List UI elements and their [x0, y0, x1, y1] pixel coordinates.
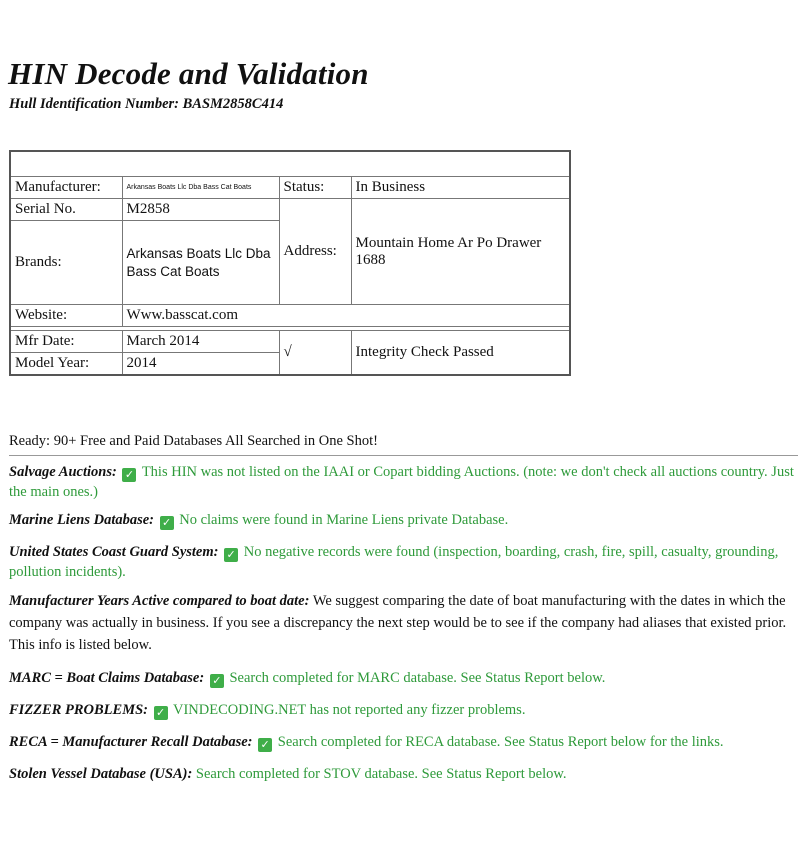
salvage-auctions-item — [9, 462, 798, 502]
liens-label: Marine Liens Database: — [9, 512, 154, 528]
marine-liens-item — [9, 510, 798, 530]
fizzer-item — [9, 700, 798, 720]
integrity-check-mark: √ — [279, 331, 351, 376]
salvage-text: This HIN was not listed on the IAAI or Copart bidding Auctions. (note: we don't check all auctions country. Just the main ones.) — [9, 464, 794, 500]
years-text: We suggest comparing the date of boat manufacturing with the dates in which the company was actually in business. If you see a discrepancy the next step would be to see if the company had aliases that existed prior. This info is listed below. — [9, 593, 787, 653]
years-label: Manufacturer Years Active compared to boat date: — [9, 593, 310, 609]
manufacturer-label: Manufacturer: — [10, 177, 122, 199]
table-row — [10, 331, 570, 353]
check-icon: ✓ — [210, 674, 224, 688]
address-label: Address: — [279, 199, 351, 305]
serial-label: Serial No. — [10, 199, 122, 221]
manufacturer-value: Arkansas Boats Llc Dba Bass Cat Boats — [122, 177, 279, 199]
check-icon: ✓ — [160, 516, 174, 530]
salvage-label: Salvage Auctions: — [9, 464, 117, 480]
check-icon: ✓ — [258, 738, 272, 752]
status-label: Status: — [279, 177, 351, 199]
uscg-text: No negative records were found (inspection, boarding, crash, fire, spill, casualty, grounding, pollution incidents). — [9, 544, 779, 580]
status-report — [9, 431, 798, 784]
website-label: Website: — [10, 305, 122, 327]
integrity-text: Integrity Check Passed — [351, 331, 570, 376]
check-icon: ✓ — [122, 468, 136, 482]
hin-subtitle: Hull Identification Number: BASM2858C414 — [9, 96, 284, 112]
liens-text: No claims were found in Marine Liens private Database. — [179, 512, 509, 528]
mfr-date-value: March 2014 — [122, 331, 279, 353]
uscg-item — [9, 542, 798, 582]
model-year-label: Model Year: — [10, 353, 122, 376]
uscg-label: United States Coast Guard System: — [9, 544, 219, 560]
ready-message: Ready: 90+ Free and Paid Databases All Searched in One Shot! — [9, 431, 798, 456]
address-value: Mountain Home Ar Po Drawer 1688 — [351, 199, 570, 305]
stolen-label: Stolen Vessel Database (USA): — [9, 766, 193, 782]
check-icon: ✓ — [154, 706, 168, 720]
brands-value: Arkansas Boats Llc Dba Bass Cat Boats — [122, 221, 279, 305]
years-active-item — [9, 590, 798, 656]
brands-label: Brands: — [10, 221, 122, 305]
page-title: HIN Decode and Validation — [8, 56, 369, 91]
reca-text: Search completed for RECA database. See Status Report below for the links. — [277, 734, 724, 750]
table-row — [10, 199, 570, 221]
stolen-text: Search completed for STOV database. See Status Report below. — [195, 766, 567, 782]
marc-text: Search completed for MARC database. See Status Report below. — [229, 670, 606, 686]
marc-item — [9, 668, 798, 688]
serial-value: M2858 — [122, 199, 279, 221]
website-value: Www.basscat.com — [122, 305, 570, 327]
check-icon: ✓ — [224, 548, 238, 562]
reca-item — [9, 732, 798, 752]
table-row — [10, 177, 570, 199]
table-top-spacer — [10, 151, 570, 177]
fizzer-text: VINDECODING.NET has not reported any fizzer problems. — [172, 702, 526, 718]
marc-label: MARC = Boat Claims Database: — [9, 670, 205, 686]
table-row — [10, 305, 570, 327]
fizzer-label: FIZZER PROBLEMS: — [9, 702, 148, 718]
reca-label: RECA = Manufacturer Recall Database: — [9, 734, 253, 750]
mfr-date-label: Mfr Date: — [10, 331, 122, 353]
stolen-vessel-item — [9, 764, 798, 784]
status-value: In Business — [351, 177, 570, 199]
model-year-value: 2014 — [122, 353, 279, 376]
hin-info-table — [9, 150, 571, 376]
